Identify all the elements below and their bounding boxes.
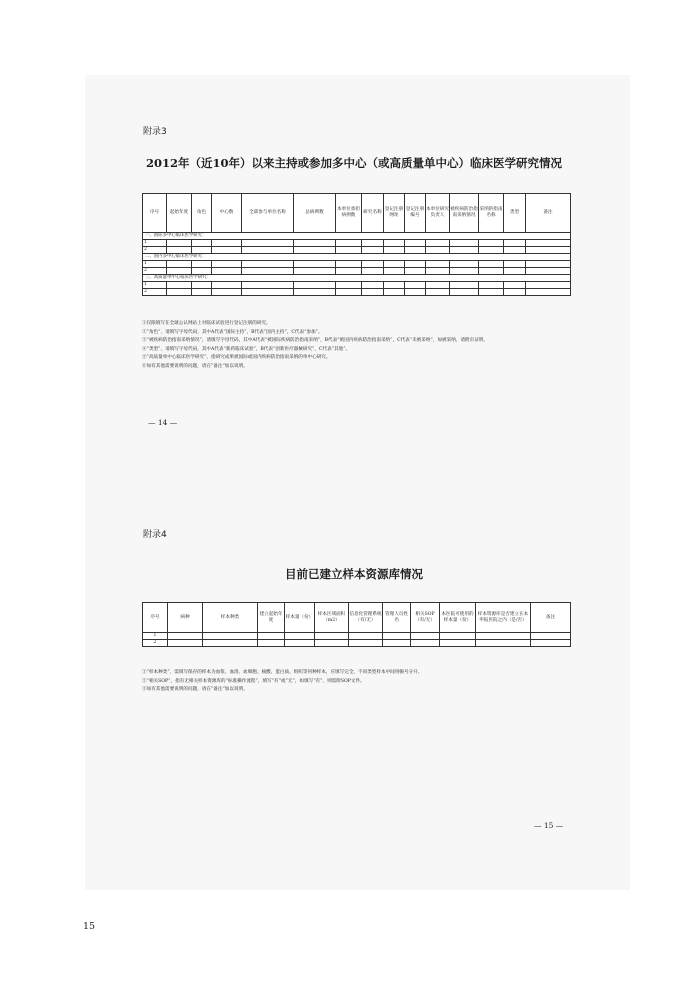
table-cell bbox=[212, 289, 242, 296]
table-cell bbox=[168, 640, 203, 647]
clinical-research-table bbox=[142, 193, 571, 296]
table-cell bbox=[362, 282, 384, 289]
table-cell bbox=[192, 261, 212, 268]
row-number: 1 bbox=[143, 240, 167, 247]
table-cell bbox=[212, 261, 242, 268]
table-cell bbox=[242, 261, 294, 268]
outer-page-number: 15 bbox=[83, 921, 96, 932]
table-cell bbox=[294, 261, 336, 268]
row-number: 1 bbox=[143, 633, 168, 640]
table-cell bbox=[504, 261, 526, 268]
table-cell bbox=[258, 640, 285, 647]
table-cell bbox=[167, 240, 192, 247]
table-cell bbox=[242, 247, 294, 254]
table-cell bbox=[336, 282, 362, 289]
table-cell bbox=[384, 282, 405, 289]
table-cell bbox=[212, 282, 242, 289]
table-cell bbox=[294, 289, 336, 296]
note-line: ②“相关SOP”，指有无相关样本资源库的“标准操作流程”，填写“有”或“无”，如填写“有”，则需附SOP文件。 bbox=[142, 678, 365, 684]
table-cell bbox=[294, 240, 336, 247]
table-cell bbox=[526, 268, 571, 275]
table-cell bbox=[384, 261, 405, 268]
table-row bbox=[143, 247, 571, 254]
table-cell bbox=[242, 240, 294, 247]
column-header: 备注 bbox=[531, 603, 571, 633]
table-row bbox=[143, 268, 571, 275]
column-header: 类型 bbox=[504, 194, 526, 233]
column-header: 起始年度 bbox=[167, 194, 192, 233]
column-header: 病种 bbox=[168, 603, 203, 633]
table-cell bbox=[426, 282, 450, 289]
table-cell bbox=[450, 261, 479, 268]
table-row bbox=[143, 282, 571, 289]
table-cell bbox=[504, 247, 526, 254]
table-cell bbox=[242, 289, 294, 296]
column-header: 本单位研究负责人 bbox=[426, 194, 450, 233]
table-cell bbox=[242, 282, 294, 289]
row-number: 2 bbox=[143, 247, 167, 254]
table-cell bbox=[203, 633, 258, 640]
table-cell bbox=[440, 633, 476, 640]
table-cell bbox=[192, 268, 212, 275]
note-line: ④“类型”，请填写字母代码，其中A代表“新药临床试验”，B代表“创新医疗器械研究”，C代表“其他”。 bbox=[142, 346, 351, 352]
row-number: 2 bbox=[143, 289, 167, 296]
column-header: 被疾病防治指南采纳情况 bbox=[450, 194, 479, 233]
sample-bank-table bbox=[142, 602, 571, 647]
column-header: 管理人员姓名 bbox=[383, 603, 411, 633]
table-cell bbox=[167, 282, 192, 289]
column-header: 备注 bbox=[526, 194, 571, 233]
table-cell bbox=[167, 261, 192, 268]
table-cell bbox=[479, 268, 504, 275]
column-header: 样本资源库是否建立在本申报医院之内（是/否） bbox=[476, 603, 531, 633]
table-cell bbox=[384, 268, 405, 275]
table-cell bbox=[426, 240, 450, 247]
column-header: 全部参与单位名称 bbox=[242, 194, 294, 233]
appendix-3-notes bbox=[142, 320, 572, 372]
table-cell bbox=[504, 240, 526, 247]
table-cell bbox=[426, 247, 450, 254]
column-header: 样本种类 bbox=[203, 603, 258, 633]
table-cell bbox=[167, 289, 192, 296]
table-cell bbox=[258, 633, 285, 640]
table-header-row bbox=[143, 194, 571, 233]
table-cell bbox=[362, 289, 384, 296]
table-cell bbox=[203, 640, 258, 647]
table-cell bbox=[384, 289, 405, 296]
table-cell bbox=[504, 268, 526, 275]
table-cell bbox=[479, 240, 504, 247]
table-cell bbox=[384, 240, 405, 247]
table-cell bbox=[476, 640, 531, 647]
section-label: 三、高质量单中心临床医学研究： bbox=[143, 275, 571, 282]
row-number: 2 bbox=[143, 640, 168, 647]
column-header: 本单位承担病例数 bbox=[336, 194, 362, 233]
table-cell bbox=[242, 268, 294, 275]
note-line: ③如有其他需要说明的问题，请在“备注”加以说明。 bbox=[142, 687, 248, 693]
table-cell bbox=[192, 289, 212, 296]
table-cell bbox=[526, 282, 571, 289]
appendix-4-title: 目前已建立样本资源库情况 bbox=[285, 567, 423, 581]
column-header: 序号 bbox=[143, 194, 167, 233]
table-cell bbox=[426, 261, 450, 268]
table-cell bbox=[192, 240, 212, 247]
appendix-3-title: 2012年（近10年）以来主持或参加多中心（或高质量单中心）临床医学研究情况 bbox=[145, 156, 562, 170]
section-row bbox=[143, 254, 571, 261]
table-cell bbox=[450, 282, 479, 289]
table-cell bbox=[476, 633, 531, 640]
table-cell bbox=[405, 261, 426, 268]
note-line: ①仅限填写在全球公认网站上对临床试验进行登记注册的研究。 bbox=[142, 321, 271, 326]
table-cell bbox=[405, 247, 426, 254]
table-cell bbox=[212, 247, 242, 254]
table-cell bbox=[526, 289, 571, 296]
row-number: 2 bbox=[143, 268, 167, 275]
table-row bbox=[143, 240, 571, 247]
section-label: 二、国内多中心临床医学研究： bbox=[143, 254, 571, 261]
column-header: 建立起始年度 bbox=[258, 603, 285, 633]
table-header-row bbox=[143, 603, 571, 633]
table-cell bbox=[285, 640, 315, 647]
table-cell bbox=[294, 268, 336, 275]
column-header: 角色 bbox=[192, 194, 212, 233]
row-number: 1 bbox=[143, 282, 167, 289]
table-cell bbox=[294, 247, 336, 254]
column-header: 登记注册编号 bbox=[405, 194, 426, 233]
note-line: ③“被疾病防治指南采纳情况”，请填写字母代码，其中A代表“被国际疾病防治指南采纳”，B代表“被国内疾病防治指南采纳”，C代表“未被采纳”，如被采纳，请附页证明。 bbox=[142, 338, 488, 344]
column-header: 信息化管理系统（有/无） bbox=[349, 603, 383, 633]
page-number-14: — 14 — bbox=[148, 418, 178, 427]
column-header: 样本量（份） bbox=[285, 603, 315, 633]
table-cell bbox=[336, 247, 362, 254]
table-cell bbox=[349, 640, 383, 647]
table-cell bbox=[362, 247, 384, 254]
table-cell bbox=[167, 247, 192, 254]
table-cell bbox=[526, 261, 571, 268]
table-cell bbox=[336, 268, 362, 275]
table-cell bbox=[384, 247, 405, 254]
table-cell bbox=[192, 247, 212, 254]
table-cell bbox=[336, 289, 362, 296]
column-header: 样本区域面积（m2） bbox=[315, 603, 349, 633]
column-header: 总病例数 bbox=[294, 194, 336, 233]
table-cell bbox=[526, 240, 571, 247]
table-cell bbox=[450, 268, 479, 275]
table-cell bbox=[426, 268, 450, 275]
table-cell bbox=[362, 268, 384, 275]
table-cell bbox=[285, 633, 315, 640]
column-header: 登记注册网址 bbox=[384, 194, 405, 233]
table-cell bbox=[440, 640, 476, 647]
table-cell bbox=[426, 289, 450, 296]
appendix-3-label: 附录3 bbox=[143, 127, 167, 137]
table-cell bbox=[168, 633, 203, 640]
column-header: 研究名称 bbox=[362, 194, 384, 233]
table-row bbox=[143, 633, 571, 640]
table-cell bbox=[450, 247, 479, 254]
table-cell bbox=[383, 633, 411, 640]
note-line: ⑤“高质量单中心临床医学研究”，指研究成果被国际或国内疾病防治指南采纳的单中心研究。 bbox=[142, 355, 331, 361]
row-number: 1 bbox=[143, 261, 167, 268]
note-line: ⑥如有其他需要说明的问题，请在“备注”加以说明。 bbox=[142, 363, 248, 369]
table-cell bbox=[192, 282, 212, 289]
table-cell bbox=[531, 633, 571, 640]
column-header: 本医院可使用的样本量（份） bbox=[440, 603, 476, 633]
appendix-4-notes bbox=[142, 669, 572, 695]
table-cell bbox=[383, 640, 411, 647]
appendix-4-label: 附录4 bbox=[143, 530, 167, 540]
table-cell bbox=[450, 240, 479, 247]
table-cell bbox=[315, 633, 349, 640]
table-cell bbox=[405, 289, 426, 296]
note-line: ①“样本种类”，需填写保存的样本为血浆、血清、血细胞、核酸、蛋白质、组织等何种样本，应填写完全，不同类型样本中间用顿号分开。 bbox=[142, 670, 423, 675]
table-cell bbox=[531, 640, 571, 647]
table-row bbox=[143, 289, 571, 296]
table-cell bbox=[315, 640, 349, 647]
page-number-15: — 15 — bbox=[534, 821, 564, 830]
table-cell bbox=[336, 240, 362, 247]
table-cell bbox=[504, 282, 526, 289]
column-header: 采纳的指南名称 bbox=[479, 194, 504, 233]
table-row bbox=[143, 261, 571, 268]
note-line: ②“角色”，请填写字母代码，其中A代表“国际主持”，B代表“国内主持”，C代表“参加”。 bbox=[142, 329, 323, 335]
section-label: 一、国际多中心临床医学研究： bbox=[143, 233, 571, 240]
table-cell bbox=[479, 282, 504, 289]
table-cell bbox=[450, 289, 479, 296]
table-cell bbox=[479, 247, 504, 254]
table-cell bbox=[504, 289, 526, 296]
table-cell bbox=[526, 247, 571, 254]
section-row bbox=[143, 233, 571, 240]
table-cell bbox=[411, 640, 440, 647]
table-cell bbox=[405, 282, 426, 289]
table-cell bbox=[212, 240, 242, 247]
column-header: 序号 bbox=[143, 603, 168, 633]
table-cell bbox=[405, 268, 426, 275]
section-row bbox=[143, 275, 571, 282]
table-cell bbox=[167, 268, 192, 275]
table-cell bbox=[479, 261, 504, 268]
table-cell bbox=[479, 289, 504, 296]
table-cell bbox=[411, 633, 440, 640]
table-cell bbox=[362, 261, 384, 268]
column-header: 相关SOP（有/无） bbox=[411, 603, 440, 633]
table-cell bbox=[405, 240, 426, 247]
table-cell bbox=[362, 240, 384, 247]
table-cell bbox=[212, 268, 242, 275]
table-cell bbox=[336, 261, 362, 268]
table-cell bbox=[294, 282, 336, 289]
table-row bbox=[143, 640, 571, 647]
table-cell bbox=[349, 633, 383, 640]
column-header: 中心数 bbox=[212, 194, 242, 233]
